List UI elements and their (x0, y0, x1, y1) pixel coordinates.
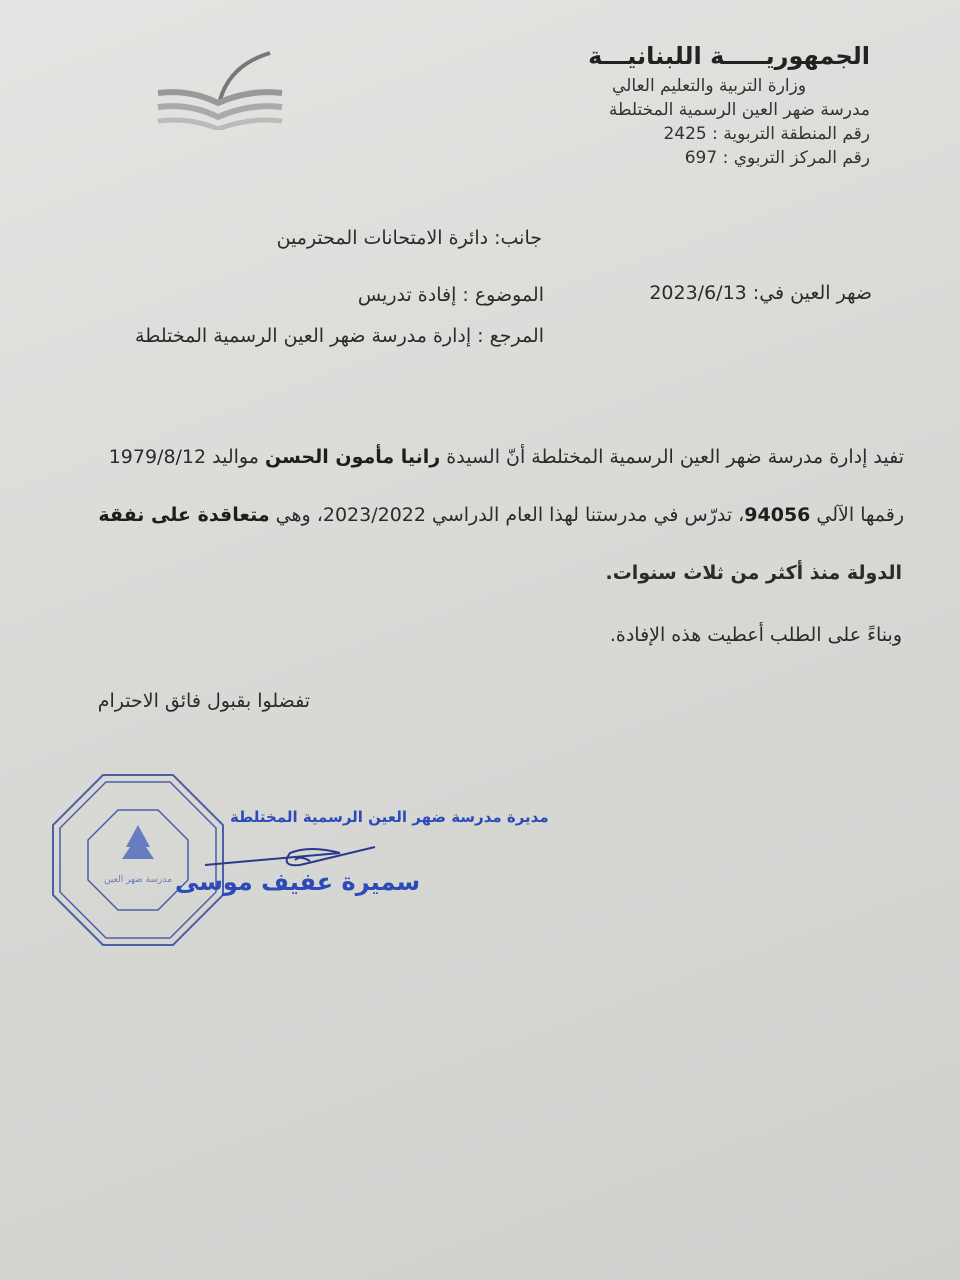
contract-status: متعاقدة على نفقة (98, 504, 270, 526)
region-number: رقم المنطقة التربوية : 2425 (663, 124, 870, 144)
body-line-4: وبناءً على الطلب أعطيت هذه الإفادة. (609, 624, 902, 646)
signature-title: مديرة مدرسة ضهر العين الرسمية المختلطة (230, 808, 549, 826)
subject: الموضوع : إفادة تدريس (357, 284, 544, 306)
text: تفيد إدارة مدرسة ضهر العين الرسمية المختلطة أنّ السيدة (440, 446, 904, 468)
book-logo (150, 45, 290, 130)
center-number: رقم المركز التربوي : 697 (684, 148, 870, 168)
recipient: جانب: دائرة الامتحانات المحترمين (276, 227, 542, 249)
body-line-2 (98, 504, 904, 526)
body-line-1 (109, 446, 904, 468)
text: مواليد 1979/8/12 (108, 446, 265, 468)
closing: تفضلوا بقبول فائق الاحترام (97, 690, 310, 712)
country-title: الجمهوريـــــة اللبنانيـــة (588, 42, 870, 70)
text: ، تدرّس في مدرستنا لهذا العام الدراسي 2023/2022، وهي (269, 504, 745, 526)
body-line-3: الدولة منذ أكثر من ثلاث سنوات. (605, 562, 902, 584)
teacher-name: رانيا مأمون الحسن (264, 446, 441, 468)
school-name: مدرسة ضهر العين الرسمية المختلطة (608, 100, 870, 120)
ministry-name: وزارة التربية والتعليم العالي (612, 76, 807, 96)
text: رقمها الآلي (810, 504, 904, 526)
letterhead (588, 44, 870, 170)
reference: المرجع : إدارة مدرسة ضهر العين الرسمية المختلطة (135, 325, 544, 347)
signatory-name: سميرة عفيف موسى (175, 868, 421, 896)
employee-number: 94056 (744, 504, 811, 526)
stamp-text: مدرسة ضهر العين (104, 875, 172, 885)
letter-date: ضهر العين في: 2023/6/13 (649, 282, 872, 304)
